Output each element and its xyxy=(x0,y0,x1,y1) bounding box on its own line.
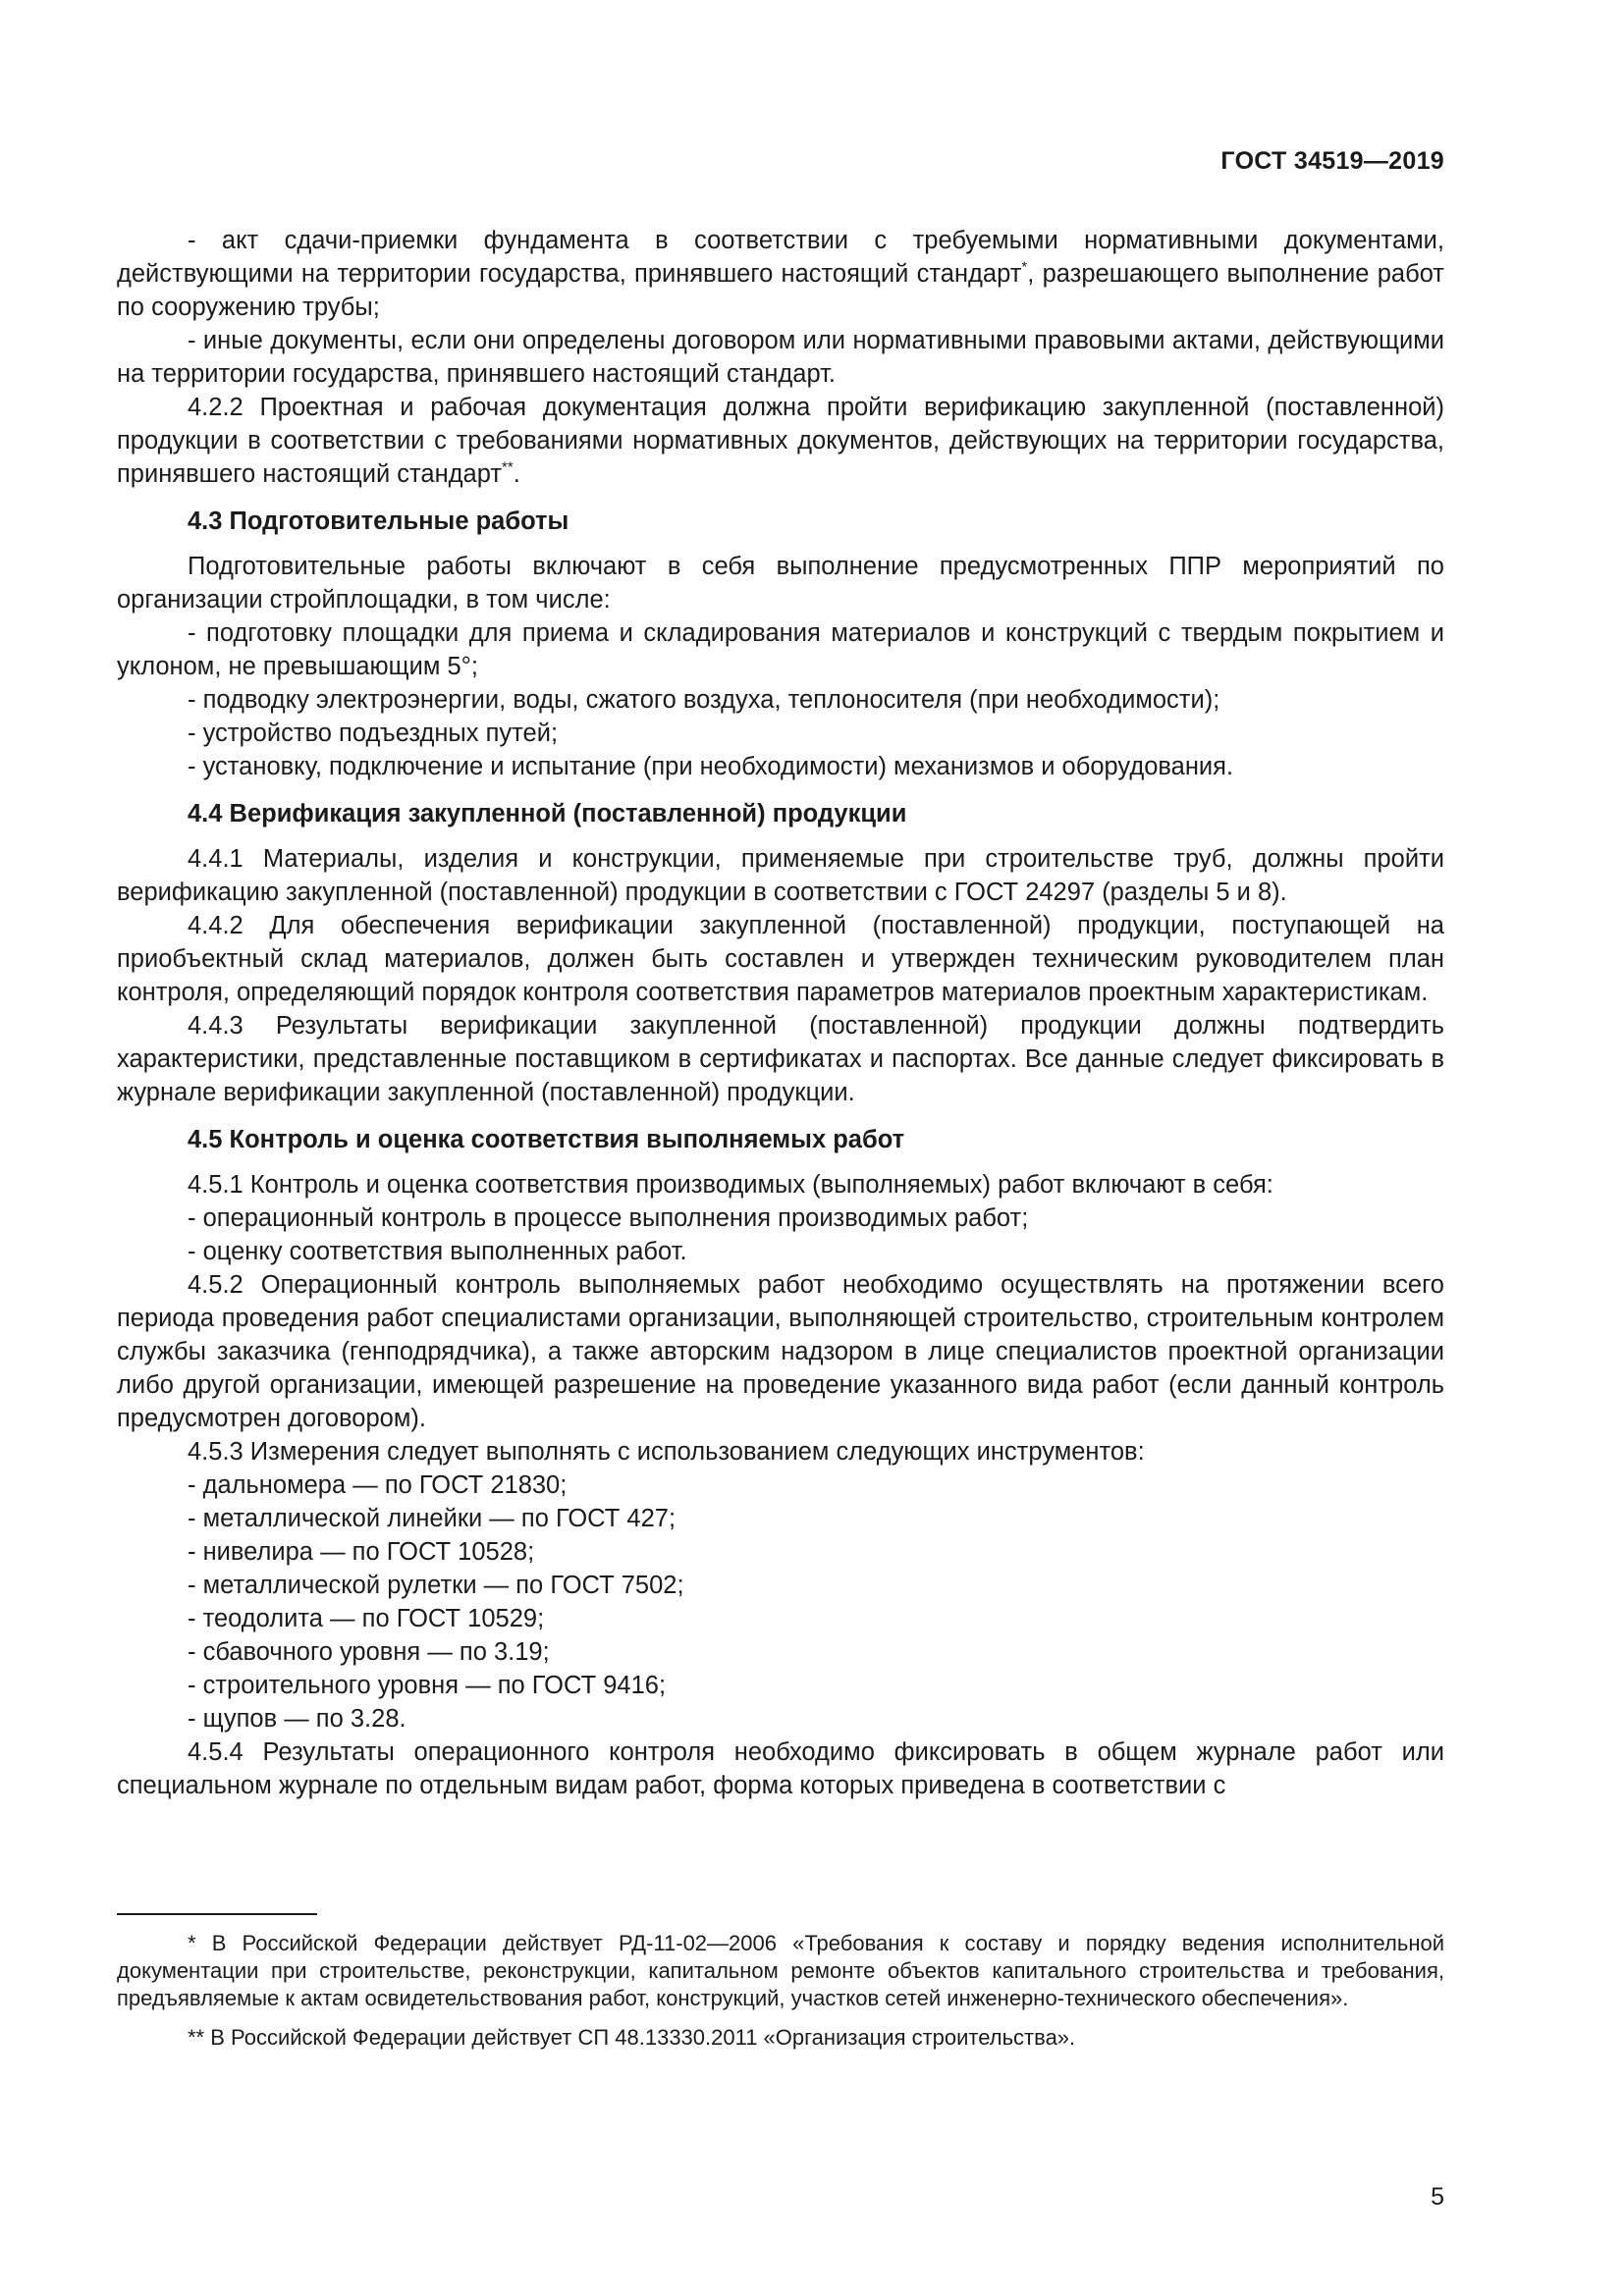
footnotes xyxy=(117,1930,1444,2063)
paragraph: 4.5.4 Результаты операционного контроля необходимо фиксировать в общем журнале работ или специальном журнале по отдельным видам работ, форма которых приведена в соответствии с xyxy=(117,1738,1444,1799)
footnote: ** В Российской Федерации действует СП 48.13330.2011 «Организация строительства». xyxy=(188,2025,1076,2050)
paragraph: - щупов — по 3.28. xyxy=(188,1705,406,1733)
paragraph: - теодолита — по ГОСТ 10529; xyxy=(188,1605,545,1632)
paragraph: - иные документы, если они определены договором или нормативными правовыми актами, действующими на территории государства, принявшего настоящий стандарт. xyxy=(117,327,1444,388)
paragraph xyxy=(117,224,1444,324)
paragraph: 4.5.2 Операционный контроль выполняемых работ необходимо осуществлять на протяжении всего периода проведения работ специалистами организации, выполняющей строительство, строительным контролем службы заказчика (генподрядчика), а также авторским надзором в лице специалистов проектной организации либо другой организации, имеющей разрешение на проведение указанного вида работ (если данный контроль предусмотрен договором). xyxy=(117,1271,1444,1432)
paragraph: 4.5.3 Измерения следует выполнять с использованием следующих инструментов: xyxy=(188,1438,1145,1466)
paragraph: - дальномера — по ГОСТ 21830; xyxy=(188,1471,568,1499)
document-header: ГОСТ 34519—2019 xyxy=(1220,147,1444,175)
section-heading: 4.4 Верификация закупленной (поставленной) продукции xyxy=(188,800,907,828)
paragraph: - металлической линейки — по ГОСТ 427; xyxy=(188,1505,677,1532)
paragraph xyxy=(117,391,1444,491)
section-heading: 4.3 Подготовительные работы xyxy=(188,507,569,535)
paragraph: 4.4.1 Материалы, изделия и конструкции, применяемые при строительстве труб, должны пройти верификацию закупленной (поставленной) продукции в соответствии с ГОСТ 24297 (разделы 5 и 8). xyxy=(117,845,1444,906)
paragraph: - подготовку площадки для приема и складирования материалов и конструкций с твердым покрытием и уклоном, не превышающим 5°; xyxy=(117,619,1444,680)
paragraph: - оценку соответствия выполненных работ. xyxy=(188,1238,687,1265)
footnote-separator xyxy=(117,1913,317,1915)
footnote-marker: ** xyxy=(502,458,514,476)
footnote: * В Российской Федерации действует РД-11-02—2006 «Требования к составу и порядку ведения исполнительной документации при строительстве, реконструкции, капитальном ремонте объектов капитального строительства и требования, предъявляемые к актам освидетельствования работ, конструкций, участков сетей инженерно-технического обеспечения». xyxy=(117,1931,1444,2010)
paragraph-text: 4.2.2 Проектная и рабочая документация должна пройти верификацию закупленной (поставленной) продукции в соответствии с требованиями нормативных документов, действующих на территории государства, принявшего настоящий стандарт xyxy=(117,394,1444,488)
document-body xyxy=(117,224,1444,1802)
paragraph-text: , разрешающего выполнение работ по сооружению трубы; xyxy=(117,260,1444,321)
paragraph: 4.5.1 Контроль и оценка соответствия производимых (выполняемых) работ включают в себя: xyxy=(188,1171,1273,1199)
paragraph: - установку, подключение и испытание (при необходимости) механизмов и оборудования. xyxy=(188,753,1234,780)
paragraph: 4.4.2 Для обеспечения верификации закупленной (поставленной) продукции, поступающей на приобъектный склад материалов, должен быть составлен и утвержден техническим руководителем план контроля, определяющий порядок контроля соответствия параметров материалов проектным характеристикам. xyxy=(117,912,1444,1006)
paragraph-text: . xyxy=(513,460,520,488)
paragraph: Подготовительные работы включают в себя выполнение предусмотренных ППР мероприятий по организации стройплощадки, в том числе: xyxy=(117,553,1444,614)
footnote-marker: * xyxy=(1021,258,1028,276)
paragraph: - операционный контроль в процессе выполнения производимых работ; xyxy=(188,1204,1029,1232)
paragraph: - устройство подъездных путей; xyxy=(188,720,559,747)
paragraph: - сбавочного уровня — по 3.19; xyxy=(188,1638,550,1666)
paragraph: - строительного уровня — по ГОСТ 9416; xyxy=(188,1672,667,1699)
section-heading: 4.5 Контроль и оценка соответствия выполняемых работ xyxy=(188,1126,905,1153)
paragraph: 4.4.3 Результаты верификации закупленной (поставленной) продукции должны подтвердить характеристики, представленные поставщиком в сертификатах и паспортах. Все данные следует фиксировать в журнале верификации закупленной (поставленной) продукции. xyxy=(117,1012,1444,1106)
page-number: 5 xyxy=(1431,2183,1444,2211)
paragraph: - металлической рулетки — по ГОСТ 7502; xyxy=(188,1572,684,1599)
paragraph: - нивелира — по ГОСТ 10528; xyxy=(188,1538,535,1566)
paragraph-text: - акт сдачи-приемки фундамента в соответствии с требуемыми нормативными документами, действующими на территории государства, принявшего настоящий стандарт xyxy=(117,227,1444,288)
paragraph: - подводку электроэнергии, воды, сжатого воздуха, теплоносителя (при необходимости); xyxy=(188,686,1220,714)
